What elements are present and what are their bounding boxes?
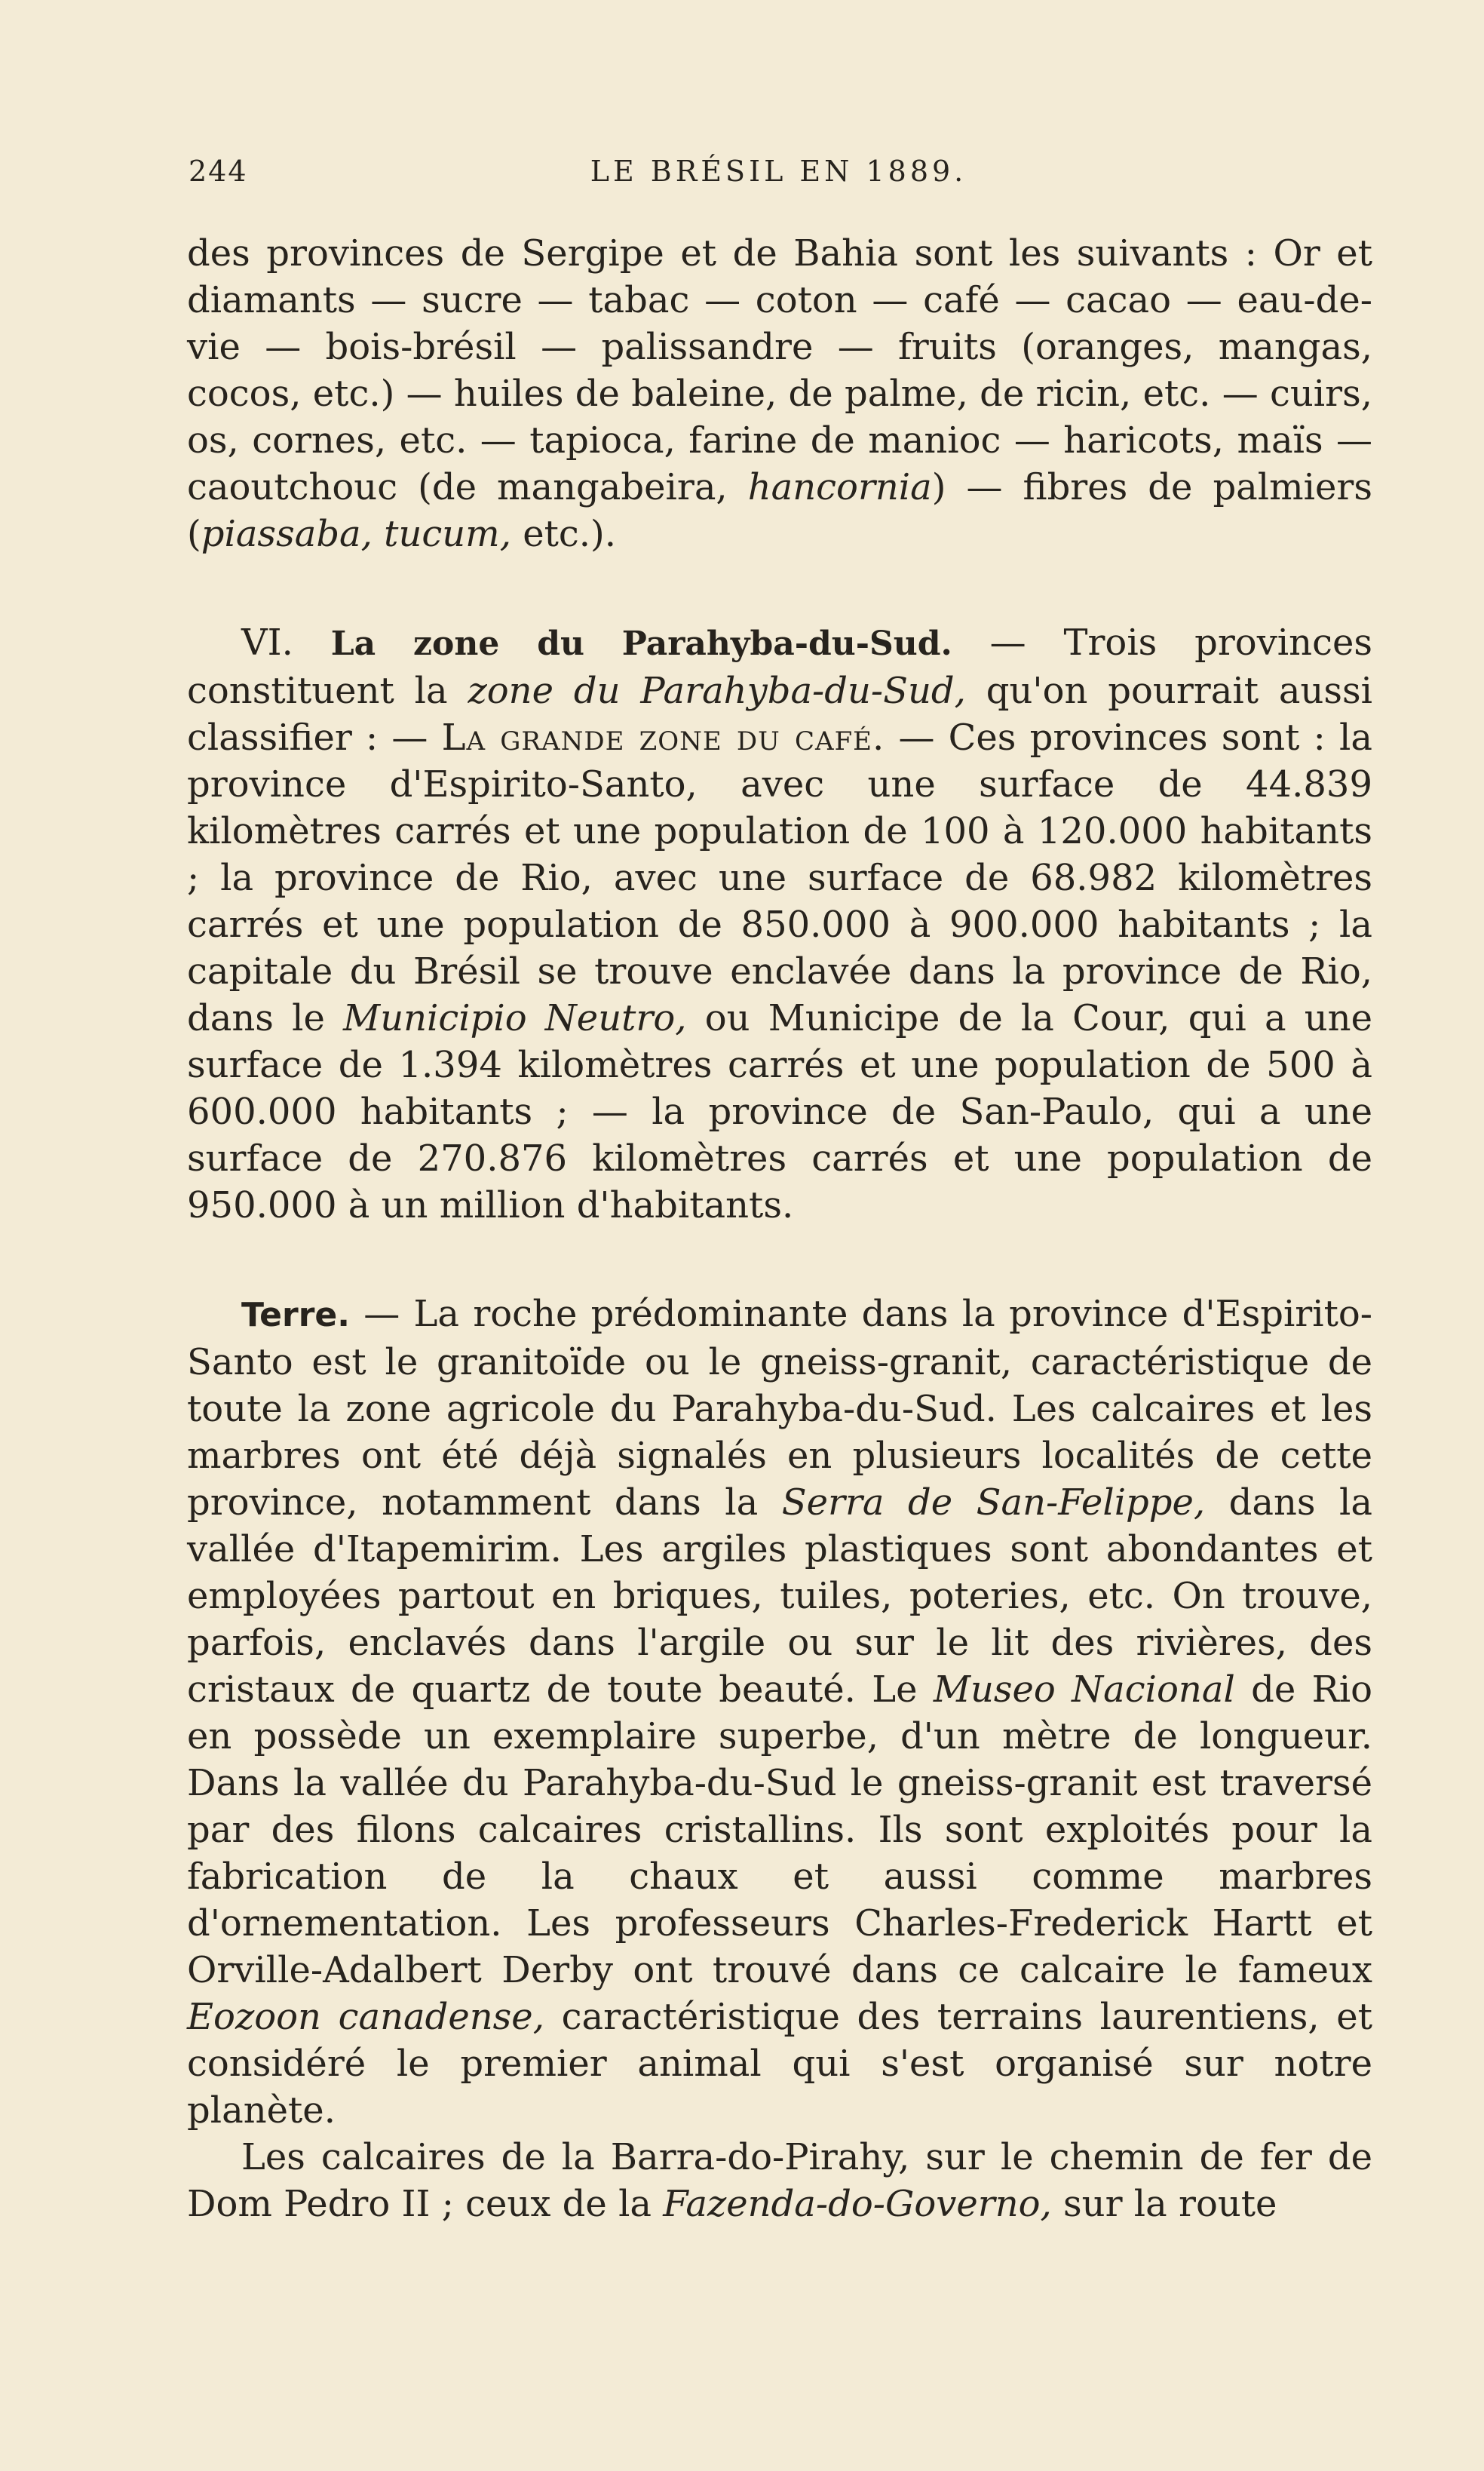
text-run: — La roche prédominante dans la province d'Espirito-Santo est le granitoïde ou le gneiss-granit, caractéristique de toute la zone agricole du Parahyba-du-Sud. Les calcaires et les marbres ont été déjà signalés en plusieurs localités de cette province, notamment dans la <box>187 1293 1372 1524</box>
italic-run: piassaba, tucum, <box>201 513 511 555</box>
section-gap <box>187 1229 1372 1291</box>
text-run: ou Municipe de la Cour, qui a une surface de 1.394 kilomètres carrés et une population de 500 à 600.000 habitants ; — la province de San-Paulo, qui a une surface de 270.876 kilomètres carrés et une population de 950.000 à un million d'habitants. <box>187 997 1372 1226</box>
italic-run: zone du Parahyba-du-Sud, <box>468 670 966 712</box>
terre-heading: Terre. <box>241 1296 350 1334</box>
small-caps-run: La grande zone du café. <box>441 717 885 759</box>
italic-run: Fazenda-do-Governo, <box>663 2183 1052 2225</box>
page-number: 244 <box>189 155 248 188</box>
section-gap <box>187 557 1372 619</box>
section-number: VI. <box>241 622 293 664</box>
text-run: dans la vallée d'Itapemirim. Les argiles plastiques sont abondantes et employées partout en briques, tuiles, poteries, etc. On trouve, parfois, enclavés dans l'argile ou sur le lit des rivières, des cristaux de quartz de toute beauté. Le <box>187 1481 1373 1711</box>
text-run: ) — fibres de palmiers ( <box>187 466 1372 555</box>
running-title: LE BRÉSIL EN 1889. <box>590 155 967 188</box>
italic-run: Eozoon canadense, <box>187 1996 544 2038</box>
text-run: — Ces provinces sont : la province d'Espirito-Santo, avec une surface de 44.839 kilomètres carrés et une population de 100 à 120.000 habitants ; la province de Rio, avec une surface de 68.982 kilomètres carrés et une population de 850.000 à 900.000 habitants ; la capitale du Brésil se trouve enclavée dans la province de Rio, dans le <box>187 717 1373 1039</box>
paragraph-products <box>187 230 1372 557</box>
terre-paragraph <box>187 1291 1372 2134</box>
text-run: etc.). <box>511 513 617 555</box>
text-run: caractéristique des terrains laurentiens, et considéré le premier animal qui s'est organisé sur notre planète. <box>187 1996 1373 2132</box>
italic-run: Municipio Neutro, <box>343 997 687 1039</box>
text-run: — Trois provinces constituent la <box>187 622 1372 712</box>
text-run: des provinces de Sergipe et de Bahia sont les suivants : Or et diamants — sucre — tabac — coton — café — cacao — eau-de-vie — bois-brésil — palissandre — fruits (oranges, mangas, cocos, etc.) — huiles de baleine, de palme, de ricin, etc. — cuirs, os, cornes, etc. — tapioca, farine de manioc — haricots, maïs — caoutchouc (de mangabeira, <box>187 232 1372 508</box>
text-run: Les calcaires de la Barra-do-Pirahy, sur le chemin de fer de Dom Pedro II ; ceux de la <box>187 2136 1372 2225</box>
italic-run: Museo Nacional <box>933 1668 1235 1711</box>
italic-run: hancornia <box>747 466 932 508</box>
section-heading: La zone du Parahyba-du-Sud. <box>330 625 952 663</box>
text-run: qu'on pourrait aussi classifier : — <box>187 670 1373 759</box>
italic-run: Serra de San-Felippe, <box>781 1481 1206 1524</box>
calcaires-paragraph <box>187 2134 1372 2227</box>
text-run: sur la route <box>1051 2183 1277 2225</box>
body-text <box>187 230 1372 2227</box>
section-vi-paragraph <box>187 619 1372 1229</box>
text-run: de Rio en possède un exemplaire superbe, d'un mètre de longueur. Dans la vallée du Parahyba-du-Sud le gneiss-granit est traversé par des filons calcaires cristallins. Ils sont exploités pour la fabrication de la chaux et aussi comme marbres d'ornementation. Les professeurs Charles-Frederick Hartt et Orville-Adalbert Derby ont trouvé dans ce calcaire le fameux <box>187 1668 1373 1991</box>
page-header <box>189 155 1369 200</box>
